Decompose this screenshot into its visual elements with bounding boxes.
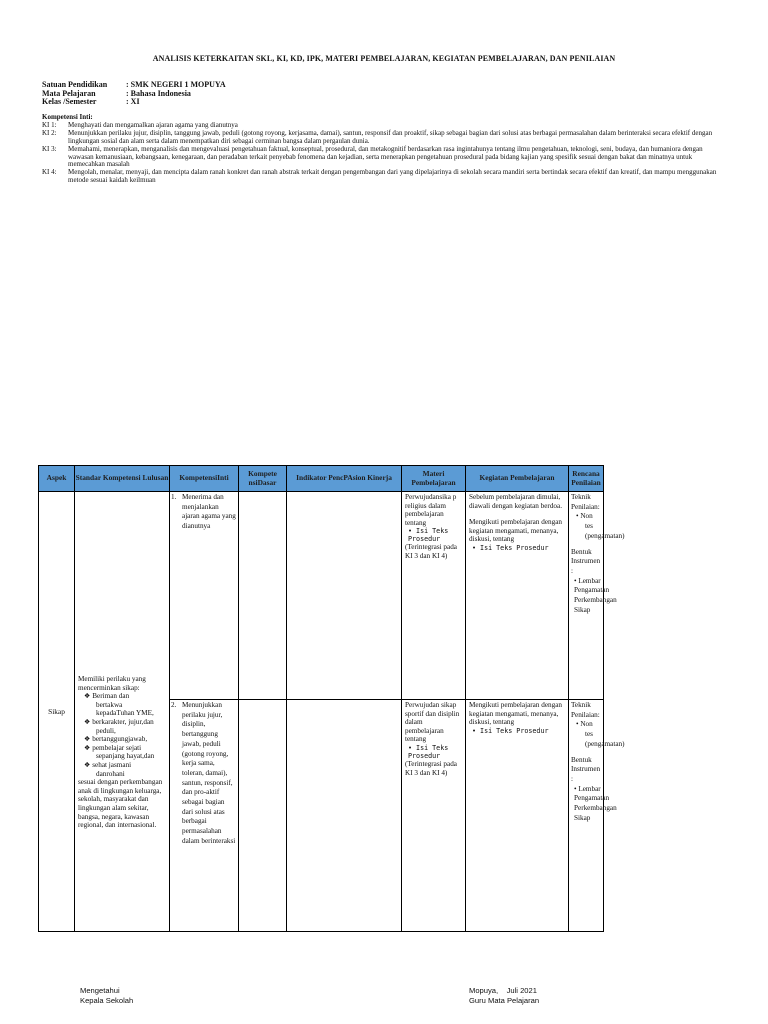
skl-bullet-cont: peduli, — [96, 726, 116, 735]
header-indikator: Indikator PencPAsion Kinerja — [287, 466, 402, 492]
skl-bullet: ❖ berkarakter, jujur,dan — [84, 717, 154, 726]
ki-number: 2. — [171, 701, 177, 709]
kegiatan-content — [466, 492, 568, 553]
ki-label: KI 3: — [42, 144, 57, 153]
skl-bullet: ❖ Beriman dan — [84, 692, 130, 701]
signature-right — [469, 986, 539, 1005]
header-kompetensi-dasar: Kompete nsiDasar — [239, 466, 287, 492]
kegiatan-cell — [466, 700, 569, 932]
rencana-tes: tes (pengamatan) — [585, 522, 625, 540]
materi-bullet: • Isi Teks Prosedur — [408, 527, 449, 544]
signature-left-line2: Kepala Sekolah — [80, 995, 134, 1005]
kegiatan-cell — [466, 492, 569, 700]
skl-tail: sesuai dengan perkembangan anak di lingkungan keluarga, sekolah, masyarakat dan lingkungan alam sekitar, bangsa, negara, kawasan regional, dan internasional. — [78, 778, 163, 830]
indikator-cell — [287, 492, 402, 700]
signature-right-line1: Mopuya, Juli 2021 — [469, 986, 537, 995]
kompetensi-dasar-cell — [239, 700, 287, 932]
ki-item — [42, 146, 720, 170]
indikator-cell — [287, 700, 402, 932]
rencana-non: • Non — [576, 512, 593, 521]
rencana-lembar: • Lembar Pengamatan Perkembangan Sikap — [574, 784, 617, 822]
meta-value: : SMK NEGERI 1 MOPUYA — [126, 80, 226, 89]
materi-tail: (Terintegrasi pada KI 3 dan KI 4) — [405, 543, 457, 560]
skl-bullet-cont: sepanjang hayat,dan — [96, 752, 155, 761]
rencana-teknik: Teknik Penilaian: — [571, 493, 600, 511]
rencana-cell — [569, 700, 625, 932]
table-header-row — [39, 466, 604, 492]
materi-bullet: • Isi Teks Prosedur — [408, 743, 449, 760]
skl-bullet: ❖ bertanggungjawab, — [84, 735, 148, 744]
materi-content — [402, 492, 465, 561]
kegiatan-bullet: • Isi Teks Prosedur — [472, 726, 549, 735]
rencana-tes: tes (pengamatan) — [585, 730, 625, 748]
skl-bullet-cont: danrohani — [96, 769, 125, 778]
kompetensi-inti-cell — [170, 492, 239, 700]
materi-content — [402, 700, 465, 777]
skl-bullet-cont: bertakwa — [96, 700, 123, 709]
rencana-teknik: Teknik Penilaian: — [571, 701, 600, 719]
rencana-lembar: • Lembar Pengamatan Perkembangan Sikap — [574, 576, 617, 614]
kompetensi-inti-heading: Kompetensi Inti: — [42, 113, 93, 121]
ki-description: Menerima dan menjalankan ajaran agama yang dianutnya — [182, 493, 236, 531]
ki-item — [42, 169, 720, 185]
skl-bullet: ❖ sehat jasmani — [84, 760, 132, 769]
meta-row-class — [42, 98, 226, 107]
ki-list-item — [170, 700, 238, 847]
rencana-non: • Non — [576, 720, 593, 729]
ki-number: 1. — [171, 493, 177, 501]
skl-bullet-cont: kepadaTuhan YME, — [96, 709, 154, 718]
kompetensi-dasar-cell — [239, 492, 287, 700]
header-materi: Materi Pembelajaran — [402, 466, 466, 492]
document-title: ANALISIS KETERKAITAN SKL, KI, KD, IPK, MATERI PEMBELAJARAN, KEGIATAN PEMBELAJARAN, DAN PENILAIAN — [152, 54, 616, 63]
kegiatan-intro: Sebelum pembelajaran dimulai, diawali dengan kegiatan berdoa. — [469, 493, 562, 510]
signature-left-line1: Mengetahui — [80, 986, 120, 995]
aspek-cell — [39, 492, 75, 932]
rencana-bentuk: Bentuk Instrumen : — [571, 547, 601, 575]
rencana-content — [569, 492, 625, 615]
signature-left — [80, 986, 133, 1005]
header-rencana: Rencana Penilaian — [569, 466, 604, 492]
ki-label: KI 2: — [42, 128, 57, 137]
meta-value: : Bahasa Indonesia — [126, 88, 191, 98]
meta-value: : XI — [126, 97, 140, 106]
rencana-bentuk: Bentuk Instrumen : — [571, 755, 601, 783]
kompetensi-inti-section — [42, 114, 720, 185]
header-skl: Standar Kompetensi Lulusan — [75, 466, 170, 492]
rencana-content — [569, 700, 625, 823]
meta-label: Satuan Pendidikan — [42, 80, 108, 89]
skl-bullet: ❖ pembelajar sejati — [84, 743, 142, 752]
materi-intro: Perwujudan sikap sportif dan disiplin dalam pembelajaran tentang — [405, 701, 460, 744]
ki-text: Memahami, menerapkan, menganalisis dan mengevaluasi pengetahuan faktual, konseptual, prosedural, dan metakognitif berdasarkan rasa ingintahunya tentang ilmu pengetahuan, teknologi, seni, budaya, dan humaniora dengan wawasan kemanusiaan, kebangsaan, kenegaraan, dan peradaban terkait penyebab fenomena dan kejadian, serta menerapkan pengetahuan prosedural pada bidang kajian yang spesifik sesuai dengan bakat dan minatnya untuk memecahkan masalah — [68, 144, 703, 169]
skl-content — [75, 492, 169, 830]
kompetensi-inti-cell — [170, 700, 239, 932]
kegiatan-content — [466, 700, 568, 735]
header-aspek: Aspek — [39, 466, 75, 492]
header-kegiatan: Kegiatan Pembelajaran — [466, 466, 569, 492]
ki-label: KI 4: — [42, 168, 57, 177]
meta-label: Kelas /Semester — [42, 97, 97, 106]
header-kompetensi-inti: KompetensiInti — [170, 466, 239, 492]
kegiatan-intro-2: Mengikuti pembelajaran dengan kegiatan mengamati, menanya, diskusi, tentang — [469, 518, 563, 544]
materi-intro: Perwujudansika p religius dalam pembelajaran tentang — [405, 493, 457, 527]
skl-cell — [75, 492, 170, 932]
materi-cell — [402, 492, 466, 700]
analysis-table — [38, 465, 625, 932]
ki-text: Menunjukkan perilaku jujur, disiplin, tanggung jawab, peduli (gotong royong, kerjasama, damai), santun, responsif dan proaktif, sikap sebagai bagian dari solusi atas berbagai permasalahan dalam berinteraksi secara efektif dengan lingkungan sosial dan alam serta dalam menempatkan diri sebagai cerminan bangsa dalam pergaulan dunia. — [68, 128, 713, 145]
ki-text: Mengolah, menalar, menyaji, dan mencipta dalam ranah konkret dan ranah abstrak terkait dengan pengembangan dari yang dipelajarinya di sekolah secara mandiri serta bertindak secara efektif dan kreatif, dan mampu menggunakan metode sesuai kaidah keilmuan — [68, 168, 717, 185]
ki-text: Menghayati dan mengamalkan ajaran agama yang dianutnya — [68, 120, 238, 129]
ki-list-item — [170, 492, 238, 532]
rencana-cell — [569, 492, 625, 700]
materi-cell — [402, 700, 466, 932]
aspek-value: Sikap — [48, 706, 65, 716]
signature-right-line2: Guru Mata Pelajaran — [469, 995, 540, 1005]
table-row — [39, 492, 604, 700]
ki-description: Menunjukkan perilaku jujur, disiplin, bertanggung jawab, peduli (gotong royong, kerja sama, toleran, damai), santun, responsif, dan pro-aktif sebagai bagian dari solusi atas berbagai permasalahan dalam berinteraksi — [182, 701, 236, 845]
kegiatan-bullet: • Isi Teks Prosedur — [472, 543, 549, 552]
meta-label: Mata Pelajaran — [42, 88, 96, 98]
document-meta — [42, 81, 226, 107]
ki-item — [42, 130, 720, 146]
materi-tail: (Terintegrasi pada KI 3 dan KI 4) — [405, 759, 457, 777]
ki-label: KI 1: — [42, 120, 57, 129]
skl-intro: Memiliki perilaku yang mencerminkan sikap: — [78, 675, 146, 692]
kegiatan-intro-2: Mengikuti pembelajaran dengan kegiatan mengamati, menanya, diskusi, tentang — [469, 701, 563, 727]
